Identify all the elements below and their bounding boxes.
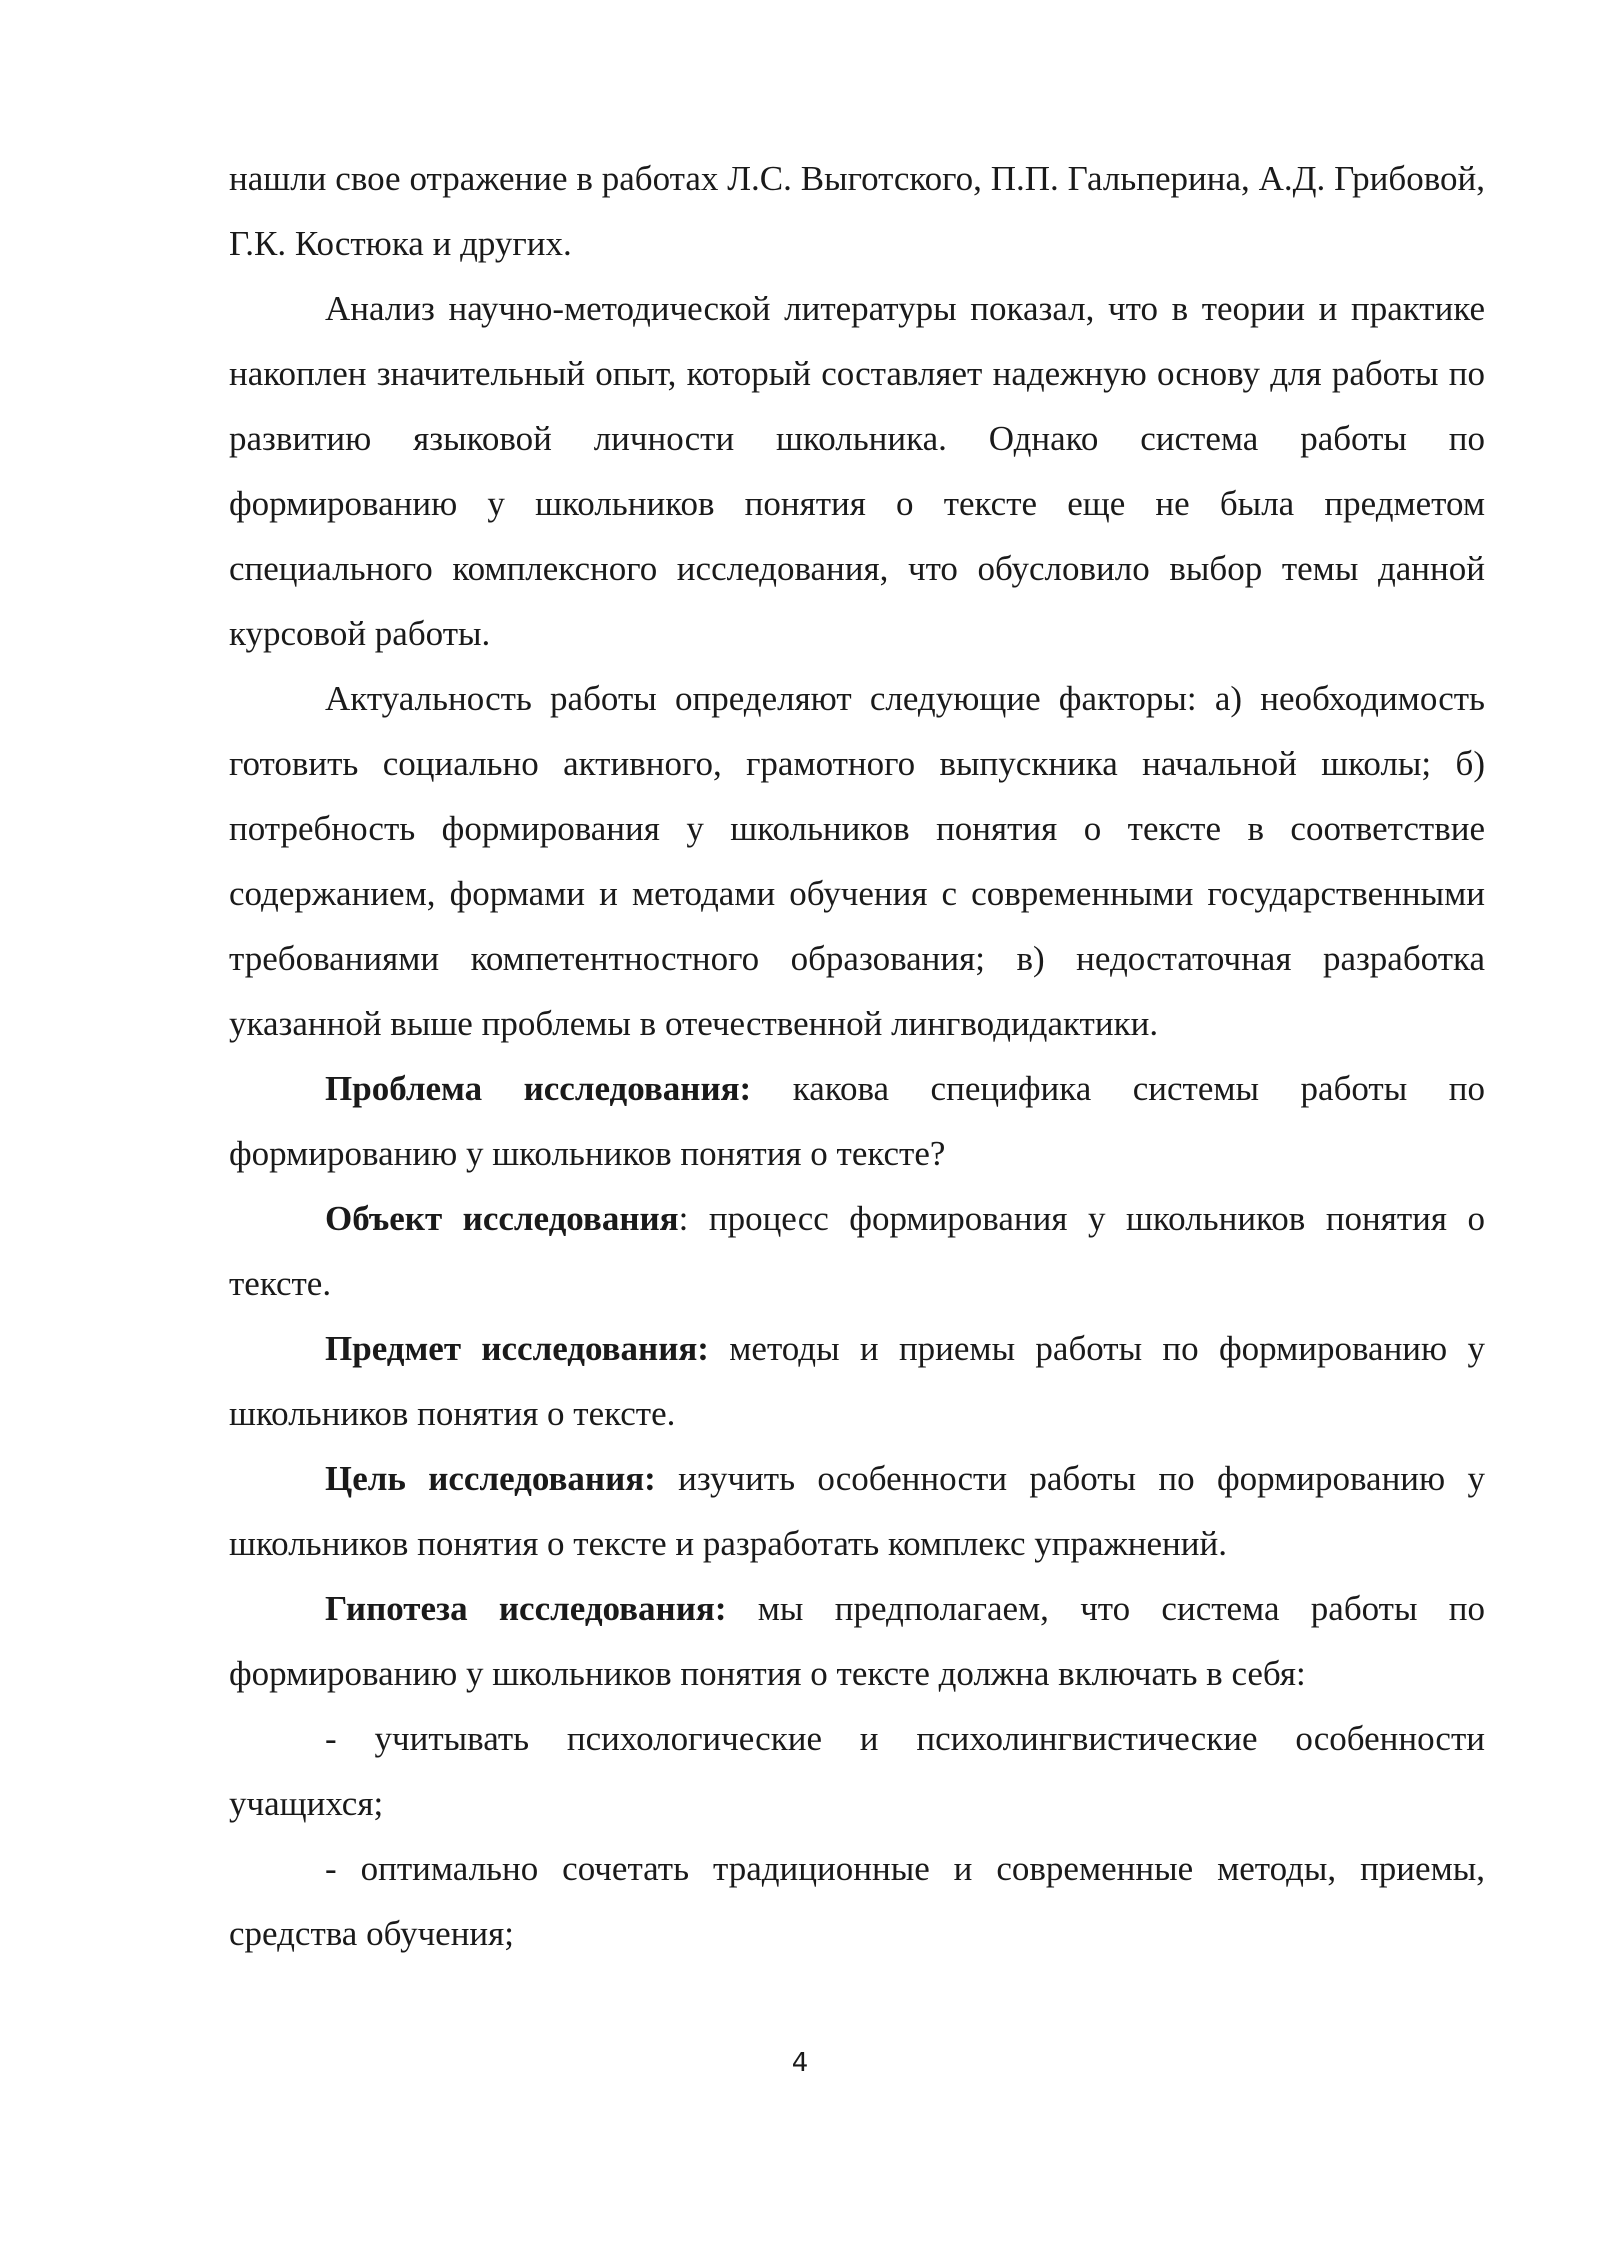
paragraph-relevance: Актуальность работы определяют следующие факторы: а) необходимость готовить социально активного, грамотного выпускника начальной школы; б) потребность формирования у школьников понятия о тексте в соответствие содержанием, формами и методами обучения с современными государственными требованиями компетентностного образования; в) недостаточная разработка указанной выше проблемы в отечественной лингводидактики.	[229, 679, 1485, 1043]
paragraph-literature-analysis: Анализ научно-методической литературы показал, что в теории и практике накоплен значительный опыт, который составляет надежную основу для работы по развитию языковой личности школьника. Однако система работы по формированию у школьников понятия о тексте еще не была предметом специального комплексного исследования, что обусловило выбор темы данной курсовой работы.	[229, 289, 1485, 653]
research-object-text: : процесс формирования у школьников понятия о тексте.	[229, 1199, 1485, 1303]
page-number: 4	[791, 2048, 809, 2078]
research-hypothesis-text: мы предполагаем, что система работы по формированию у школьников понятия о тексте должна включать в себя:	[229, 1589, 1485, 1693]
hypothesis-list-item: - оптимально сочетать традиционные и современные методы, приемы, средства обучения;	[229, 1849, 1485, 1953]
research-goal-text: изучить особенности работы по формированию у школьников понятия о тексте и разработать комплекс упражнений.	[229, 1459, 1485, 1563]
hypothesis-list-item: - учитывать психологические и психолингвистические особенности учащихся;	[229, 1719, 1485, 1823]
paragraph-research-problem	[229, 1056, 1485, 1186]
research-subject-label: Предмет исследования:	[325, 1329, 709, 1368]
paragraph-research-subject	[229, 1316, 1485, 1446]
research-goal-label: Цель исследования:	[325, 1459, 656, 1498]
research-hypothesis-label: Гипотеза исследования:	[325, 1589, 727, 1628]
document-page	[229, 146, 1485, 1966]
research-problem-label: Проблема исследования:	[325, 1069, 752, 1108]
research-subject-text: методы и приемы работы по формированию у школьников понятия о тексте.	[229, 1329, 1485, 1433]
research-problem-text: какова специфика системы работы по формированию у школьников понятия о тексте?	[229, 1069, 1485, 1173]
paragraph-research-hypothesis	[229, 1576, 1485, 1706]
paragraph-research-object	[229, 1186, 1485, 1316]
paragraph-research-goal	[229, 1446, 1485, 1576]
paragraph-continuation: нашли свое отражение в работах Л.С. Выготского, П.П. Гальперина, А.Д. Грибовой, Г.К. Костюка и других.	[229, 159, 1485, 263]
research-object-label: Объект исследования	[325, 1199, 679, 1238]
